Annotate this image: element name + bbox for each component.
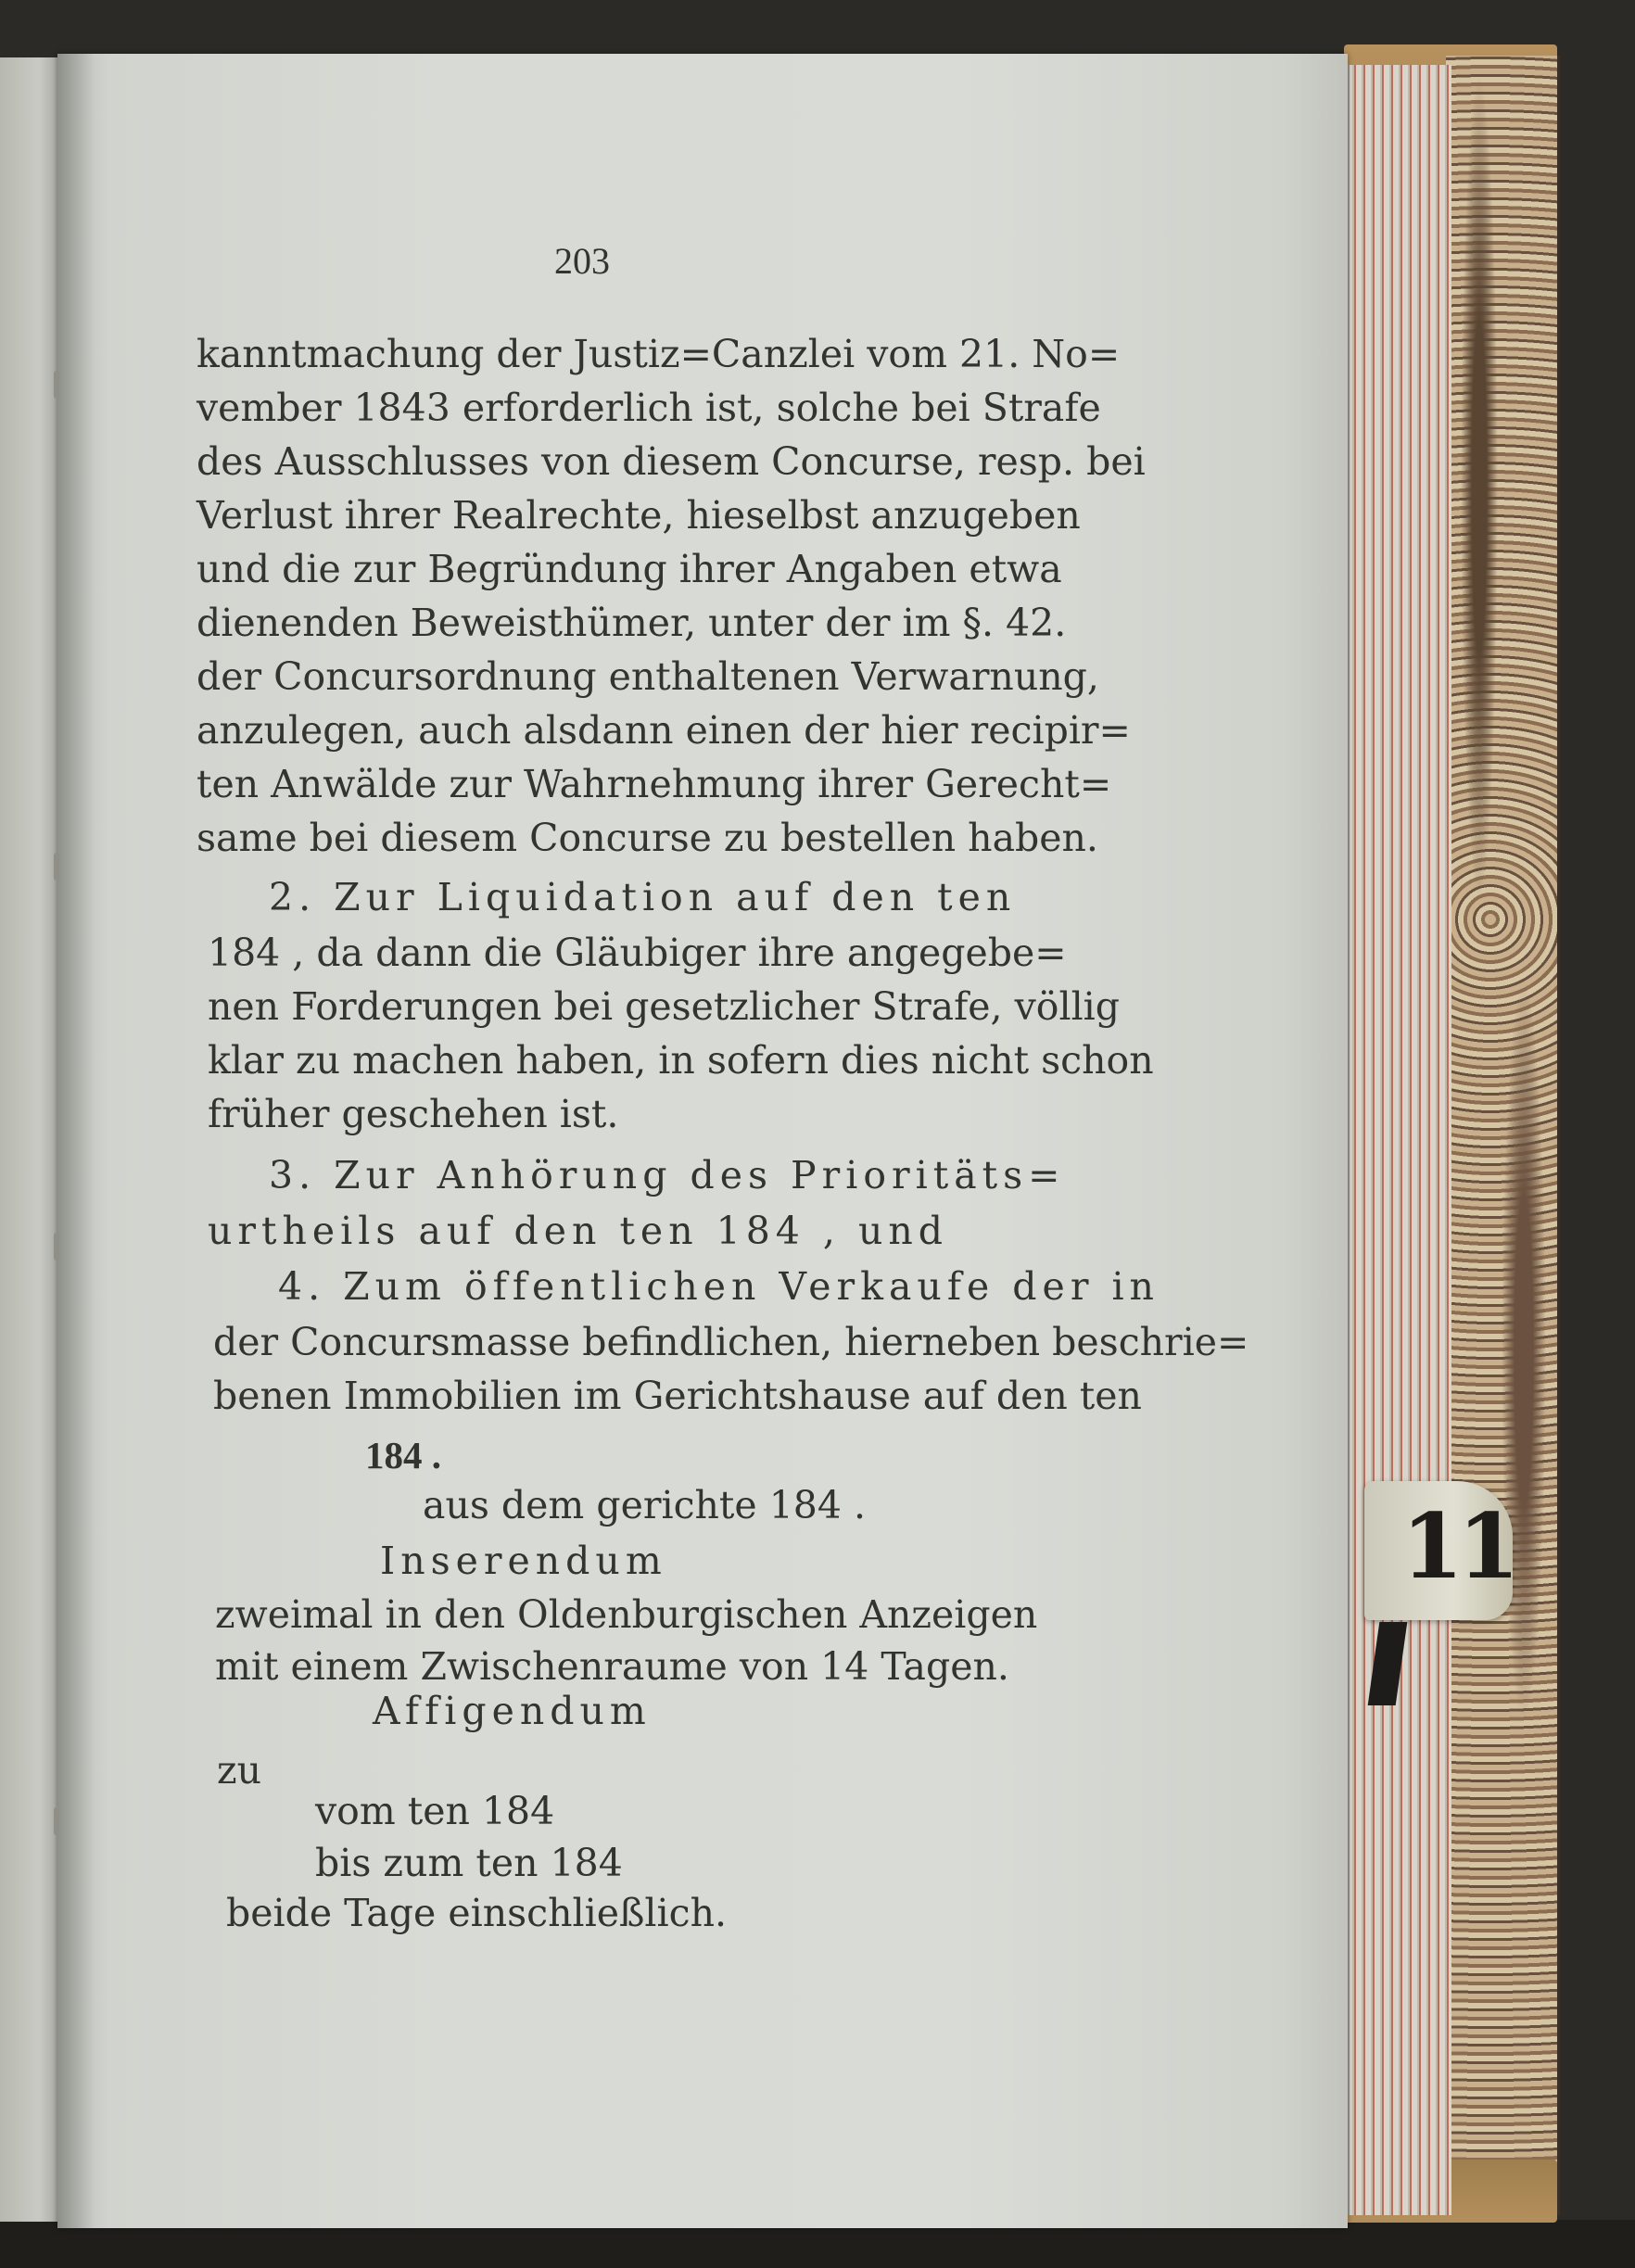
court-signature-line: aus dem gerichte 184 . <box>423 1483 867 1527</box>
body-line: vember 1843 erforderlich ist, solche bei Strafe <box>196 386 1101 430</box>
affigendum-line: bis zum ten 184 <box>315 1841 623 1885</box>
item-3-heading: 3. Zur Anhörung des Prioritäts= <box>269 1153 1066 1197</box>
stitch-mark <box>54 371 59 399</box>
affigendum-line: beide Tage einschließlich. <box>226 1891 728 1935</box>
body-line: same bei diesem Concurse zu bestellen haben. <box>196 816 1098 860</box>
body-line: 184 , da dann die Gläubiger ihre angegebe= <box>208 931 1067 975</box>
body-line: der Concursordnung enthaltenen Verwarnung, <box>196 654 1099 699</box>
item-4-heading: 4. Zum öffentlichen Verkaufe der in <box>278 1264 1160 1309</box>
body-line: anzulegen, auch alsdann einen der hier recipir= <box>196 708 1131 753</box>
body-line: früher geschehen ist. <box>208 1092 619 1136</box>
affigendum-heading: Affigendum <box>373 1689 652 1733</box>
inserendum-line: mit einem Zwischenraume von 14 Tagen. <box>215 1644 1009 1689</box>
body-line: des Ausschlusses von diesem Concurse, resp. bei <box>196 439 1146 484</box>
page-number: 203 <box>554 240 610 282</box>
body-line: Verlust ihrer Realrechte, hieselbst anzugeben <box>196 493 1081 538</box>
inserendum-line: zweimal in den Oldenburgischen Anzeigen <box>215 1592 1038 1637</box>
gutter-shadow <box>57 54 95 2228</box>
body-line: ten Anwälde zur Wahrnehmung ihrer Gerecht= <box>196 762 1112 806</box>
body-line: dienenden Beweisthümer, unter der im §. 42. <box>196 601 1067 645</box>
stitch-mark <box>54 853 59 881</box>
stitch-mark <box>54 1807 59 1835</box>
body-line: urtheils auf den ten 184 , und <box>208 1209 949 1253</box>
marbled-cover <box>1446 56 1560 2215</box>
body-line: nen Forderungen bei gesetzlicher Strafe, völlig <box>208 984 1121 1029</box>
body-line: benen Immobilien im Gerichtshause auf den ten <box>213 1374 1142 1418</box>
inserendum-heading: Inserendum <box>380 1539 667 1583</box>
affigendum-line: zu <box>217 1748 262 1793</box>
item-2-heading: 2. Zur Liquidation auf den ten <box>269 875 1017 919</box>
page-fore-edge <box>1348 65 1451 2215</box>
stitch-mark <box>54 1233 59 1261</box>
affigendum-line: vom ten 184 <box>315 1789 555 1833</box>
body-line: kanntmachung der Justiz=Canzlei vom 21. No= <box>196 332 1121 376</box>
body-line: der Concursmasse befindlichen, hierneben beschrie= <box>213 1320 1249 1364</box>
body-line: klar zu machen haben, in sofern dies nicht schon <box>208 1038 1154 1083</box>
body-line: und die zur Begründung ihrer Angaben etwa <box>196 547 1062 591</box>
index-tab-label: 11 <box>1401 1494 1515 1599</box>
body-line: 184 . <box>365 1434 441 1476</box>
